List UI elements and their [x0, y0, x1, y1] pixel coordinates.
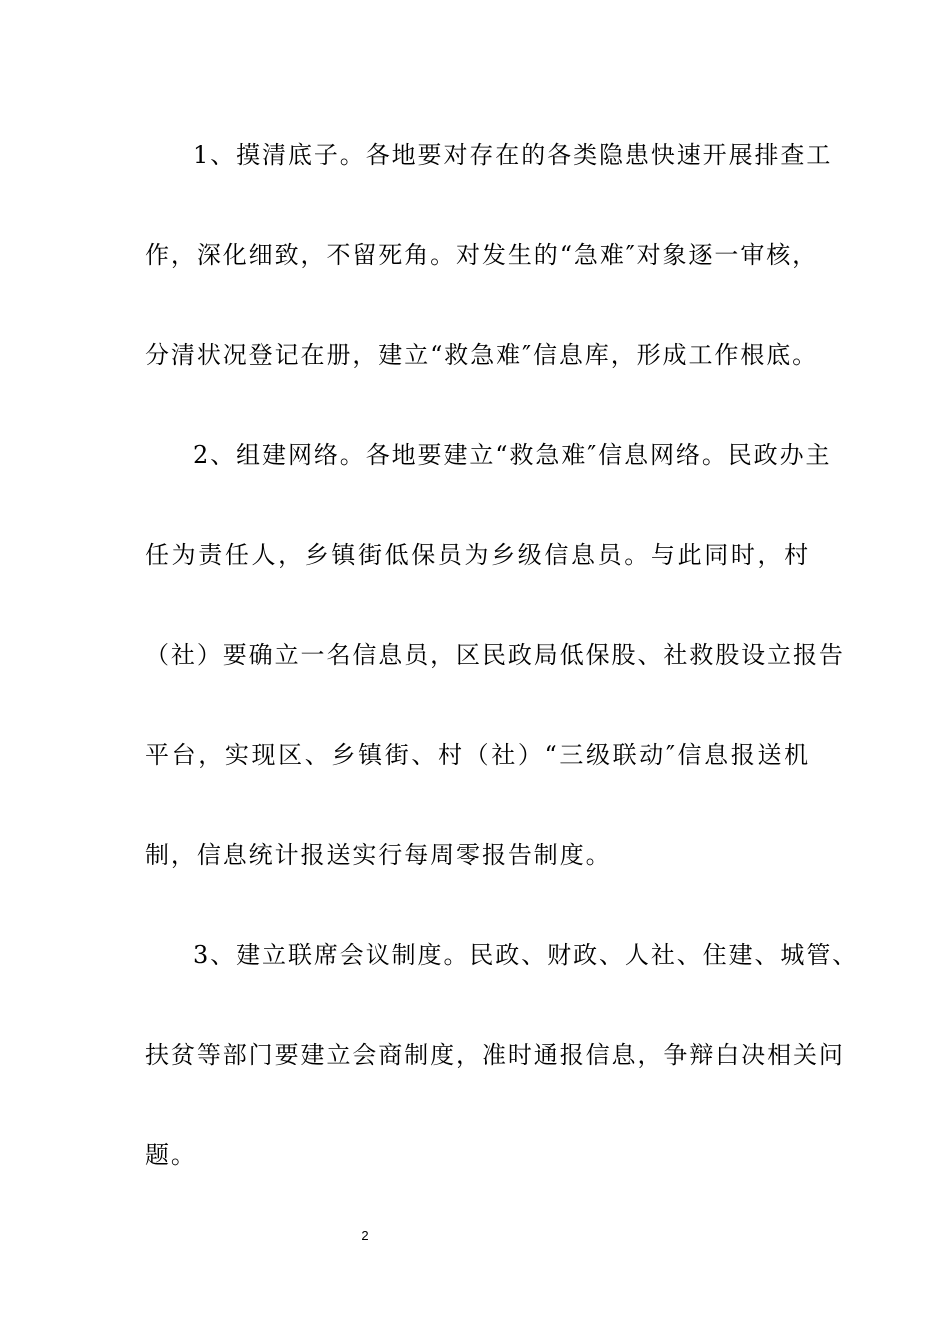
- paragraph-2-line-5: 制，信息统计报送实行每周零报告制度。: [145, 841, 612, 869]
- paragraph-1-line-1: 1、摸清底子。各地要对存在的各类隐患快速开展排查工: [193, 141, 833, 169]
- paragraph-2-line-1: 2、组建网络。各地要建立“救急难″信息网络。民政办主: [193, 441, 832, 469]
- page-number: 2: [361, 1228, 369, 1243]
- paragraph-3-line-2: 扶贫等部门要建立会商制度，准时通报信息，争辩白决相关问: [145, 1041, 845, 1069]
- paragraph-3-line-1: 3、建立联席会议制度。民政、财政、人社、住建、城管、: [193, 941, 859, 969]
- paragraph-1-line-3: 分清状况登记在册，建立“救急难″信息库，形成工作根底。: [145, 341, 819, 369]
- paragraph-3-line-3: 题。: [145, 1141, 197, 1169]
- paragraph-2-line-3: （社）要确立一名信息员，区民政局低保股、社救股设立报告: [145, 641, 845, 669]
- paragraph-1-line-2: 作，深化细致，不留死角。对发生的“急难″对象逐一审核，: [145, 241, 819, 269]
- paragraph-2-line-2: 任为责任人，乡镇街低保员为乡级信息员。与此同时，村: [145, 541, 810, 569]
- paragraph-2-line-4: 平台，实现区、乡镇街、村（社）“三级联动″信息报送机: [145, 741, 810, 769]
